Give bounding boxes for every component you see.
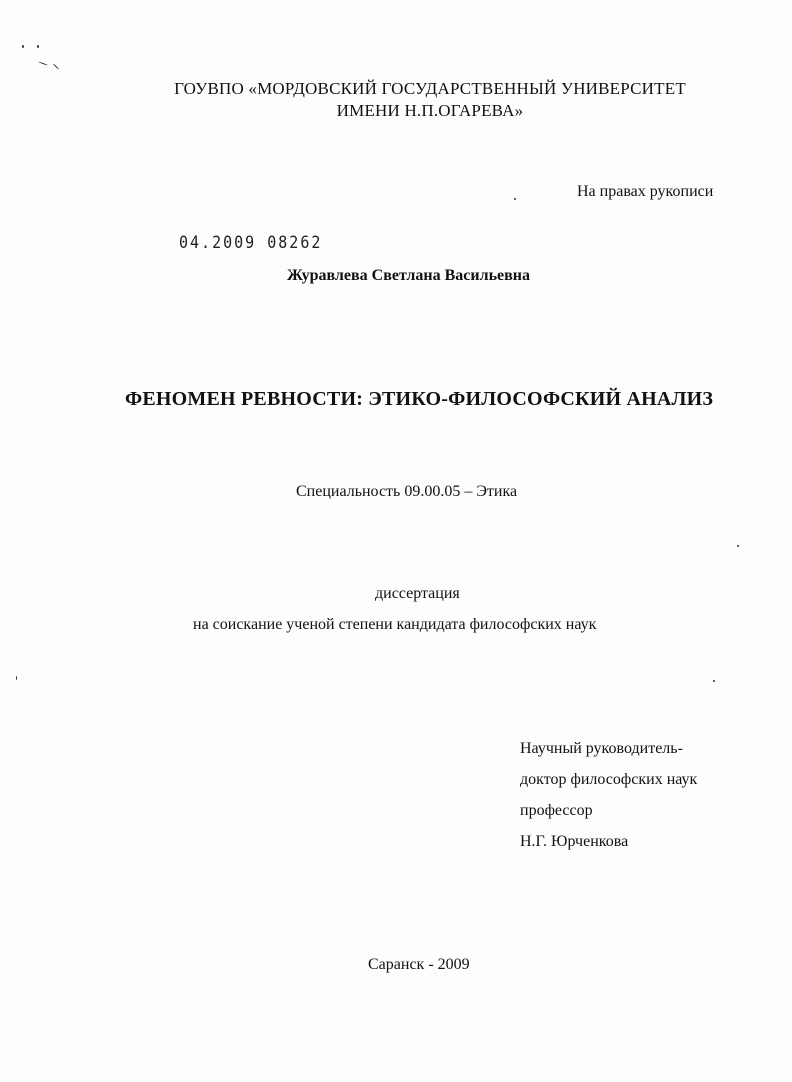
scan-speck bbox=[53, 63, 59, 69]
supervisor-name: Н.Г. Юрченкова bbox=[520, 833, 629, 850]
city-year: Саранск - 2009 bbox=[368, 956, 470, 973]
supervisor-degree: доктор философских наук bbox=[520, 771, 698, 788]
supervisor-label: Научный руководитель- bbox=[520, 740, 683, 757]
author-name: Журавлева Светлана Васильевна bbox=[287, 267, 530, 284]
rights-notice: На правах рукописи bbox=[577, 183, 714, 200]
scan-speck bbox=[22, 45, 24, 48]
specialty: Специальность 09.00.05 – Этика bbox=[296, 483, 518, 500]
scan-speck bbox=[737, 545, 739, 547]
document-type: диссертация bbox=[375, 585, 460, 602]
scan-speck bbox=[713, 680, 715, 682]
dissertation-title: ФЕНОМЕН РЕВНОСТИ: ЭТИКО-ФИЛОСОФСКИЙ АНАЛИЗ bbox=[125, 388, 714, 410]
institution-line-2: ИМЕНИ Н.П.ОГАРЕВА» bbox=[336, 101, 524, 120]
scan-speck bbox=[16, 676, 17, 680]
scan-speck bbox=[37, 45, 39, 48]
supervisor-rank: профессор bbox=[520, 802, 593, 819]
registration-number-stamp: 04.2009 08262 bbox=[179, 232, 323, 253]
scan-speck bbox=[514, 198, 516, 200]
scan-speck bbox=[38, 61, 48, 65]
institution-line-1: ГОУВПО «МОРДОВСКИЙ ГОСУДАРСТВЕННЫЙ УНИВЕРСИТЕТ bbox=[174, 79, 686, 98]
degree-statement: на соискание ученой степени кандидата философских наук bbox=[193, 616, 597, 633]
